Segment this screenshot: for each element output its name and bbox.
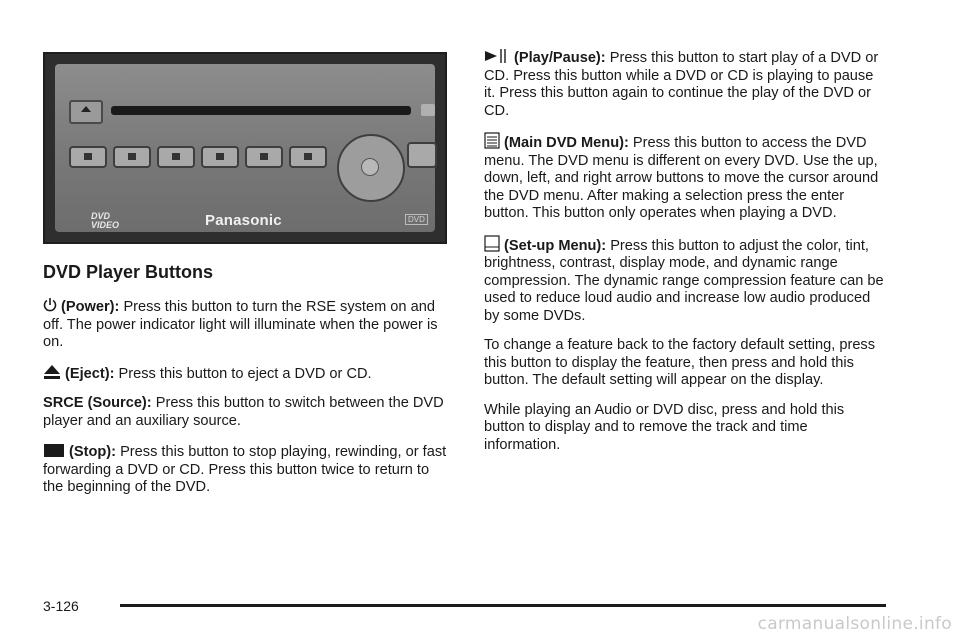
left-column — [43, 52, 451, 509]
source-term: SRCE (Source): — [43, 395, 152, 411]
photo-badge: DVD — [405, 214, 428, 225]
eject-term: (Eject): — [65, 365, 115, 382]
eject-text: Press this button to eject a DVD or CD. — [118, 365, 372, 382]
stop-icon — [43, 442, 65, 458]
power-term: (Power): — [61, 299, 120, 315]
photo-source-button — [113, 146, 151, 168]
main-menu-description — [484, 132, 884, 223]
photo-arrow-pad — [337, 134, 405, 202]
setup-menu-term: (Set-up Menu): — [504, 237, 607, 254]
footer-rule — [120, 604, 886, 607]
source-description — [43, 395, 451, 430]
photo-main-menu-button — [245, 146, 283, 168]
setup-menu-description — [484, 235, 884, 326]
photo-power-button — [69, 146, 107, 168]
setup-menu-text: Press this button to adjust the color, tint, brightness, contrast, display mode, and dynamic range compression. The dynamic range compression feature can be used to reduce loud audio and increase low audio produced by some DVDs. — [484, 237, 884, 324]
right-column — [484, 48, 884, 466]
stop-description — [43, 442, 451, 497]
photo-brand-logo: Panasonic — [205, 212, 282, 229]
default-setting-paragraph: To change a feature back to the factory default setting, press this button to display the feature, then press and hold this button. The default setting will appear on the display. — [484, 337, 876, 388]
dvd-player-faceplate — [55, 64, 435, 232]
setup-menu-icon — [484, 235, 500, 252]
photo-disc-slot — [111, 106, 411, 115]
eject-description — [43, 364, 451, 384]
stop-text: Press this button to stop playing, rewinding, or fast forwarding a DVD or CD. Press this button twice to return to the beginning of the DVD. — [43, 444, 447, 495]
track-time-paragraph: While playing an Audio or DVD disc, press and hold this button to display and to remove the track and time information. — [484, 401, 845, 453]
stop-term: (Stop): — [69, 444, 117, 460]
dvd-player-photo — [43, 52, 447, 244]
play-pause-description — [484, 48, 884, 120]
source-text: Press this button to switch between the DVD player and an auxiliary source. — [43, 395, 444, 429]
main-menu-term: (Main DVD Menu): — [504, 135, 629, 151]
photo-stop-button — [157, 146, 195, 168]
watermark: carmanualsonline.info — [757, 614, 952, 634]
photo-setup-menu-button — [289, 146, 327, 168]
play-pause-icon — [484, 48, 510, 64]
page-number: 3-126 — [43, 598, 79, 614]
photo-play-pause-button — [201, 146, 239, 168]
photo-eject-button — [69, 100, 103, 124]
photo-dvd-logo: DVD VIDEO — [91, 211, 120, 230]
photo-enter-button — [407, 142, 437, 168]
eject-icon — [43, 364, 61, 380]
play-pause-text: Press this button to start play of a DVD or CD. Press this button while a DVD or CD is playing to pause it. Press this button again to continue the play of the DVD or CD. — [484, 50, 879, 119]
section-title: DVD Player Buttons — [43, 262, 214, 282]
power-text: Press this button to turn the RSE system on and off. The power indicator light will illuminate when the power is on. — [43, 299, 438, 350]
power-icon — [43, 297, 57, 313]
play-pause-term: (Play/Pause): — [514, 50, 606, 66]
photo-slot-indicator — [421, 104, 435, 116]
power-description — [43, 297, 451, 352]
main-menu-text: Press this button to access the DVD menu. The DVD menu is different on every DVD. Use the up, down, left, and right arrow buttons to move the cursor around the DVD menu. After making a selection press the enter button. This button only operates when playing a DVD. — [484, 135, 879, 221]
main-menu-icon — [484, 132, 500, 149]
